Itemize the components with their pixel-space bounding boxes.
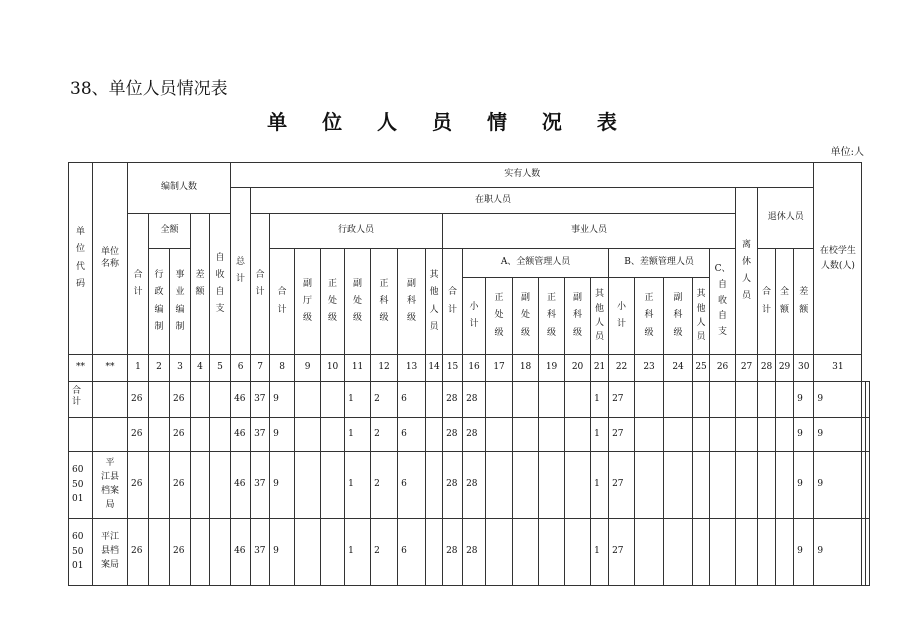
index-cell: 3 <box>170 355 191 382</box>
row-value-cell <box>191 382 210 418</box>
index-cell: ** <box>69 355 93 382</box>
row-value-cell <box>191 452 210 519</box>
row-value-cell: 1 <box>591 519 609 586</box>
table-row <box>69 418 870 452</box>
row-value-cell: 26 <box>170 382 191 418</box>
header-group-a: A、全额管理人员 <box>463 249 609 278</box>
row-value-cell: 26 <box>170 452 191 519</box>
row-unit-name <box>93 418 128 452</box>
row-value-cell <box>758 418 776 452</box>
row-value-cell <box>758 382 776 418</box>
row-value-cell <box>321 452 345 519</box>
table-row <box>69 452 870 519</box>
header-ret-full: 全 额 <box>776 249 794 355</box>
row-value-cell <box>426 382 443 418</box>
row-unit-name: 平 江县 档案 局 <box>93 452 128 519</box>
header-grand-total: 总 计 <box>231 188 251 355</box>
header-group-b: B、差额管理人员 <box>609 249 710 278</box>
row-value-cell: 26 <box>128 452 149 519</box>
row-value-cell <box>149 418 170 452</box>
index-cell: 7 <box>251 355 270 382</box>
row-value-cell: 9 <box>794 418 814 452</box>
row-value-cell: 26 <box>170 519 191 586</box>
row-value-cell <box>776 418 794 452</box>
header-admin-total: 合 计 <box>270 249 295 355</box>
row-value-cell <box>635 418 664 452</box>
row-value-cell <box>210 418 231 452</box>
index-cell: 21 <box>591 355 609 382</box>
row-value-cell: 1 <box>345 452 371 519</box>
row-value-cell <box>539 452 565 519</box>
row-value-cell: 9 <box>814 418 862 452</box>
row-value-cell <box>736 519 758 586</box>
row-value-cell <box>866 452 870 519</box>
row-value-cell <box>776 452 794 519</box>
row-value-cell <box>321 418 345 452</box>
row-value-cell: 2 <box>371 452 398 519</box>
row-value-cell: 2 <box>371 382 398 418</box>
row-value-cell <box>149 452 170 519</box>
index-cell: 28 <box>758 355 776 382</box>
row-value-cell <box>295 519 321 586</box>
row-value-cell: 6 <box>398 418 426 452</box>
row-value-cell: 27 <box>609 519 635 586</box>
header-actual: 实有人数 <box>231 163 814 188</box>
row-value-cell <box>210 519 231 586</box>
row-value-cell <box>426 418 443 452</box>
row-value-cell: 37 <box>251 382 270 418</box>
row-value-cell <box>710 519 736 586</box>
row-value-cell: 1 <box>345 382 371 418</box>
index-cell: 4 <box>191 355 210 382</box>
row-value-cell <box>866 519 870 586</box>
index-cell: 22 <box>609 355 635 382</box>
row-unit-code: 合 计 <box>69 382 93 418</box>
row-unit-code: 60 50 01 <box>69 452 93 519</box>
row-value-cell <box>776 382 794 418</box>
index-row <box>69 355 870 382</box>
row-value-cell: 6 <box>398 519 426 586</box>
header-staff-total: 合 计 <box>128 214 149 355</box>
row-value-cell: 1 <box>591 382 609 418</box>
row-value-cell: 9 <box>270 519 295 586</box>
row-value-cell <box>321 519 345 586</box>
row-value-cell <box>710 382 736 418</box>
header-career-total: 合 计 <box>443 249 463 355</box>
personnel-table <box>68 162 870 586</box>
row-value-cell <box>736 382 758 418</box>
row-value-cell: 46 <box>231 418 251 452</box>
row-value-cell: 2 <box>371 519 398 586</box>
row-value-cell: 9 <box>270 418 295 452</box>
index-cell: 12 <box>371 355 398 382</box>
row-value-cell <box>513 452 539 519</box>
row-value-cell <box>539 382 565 418</box>
row-unit-name <box>93 382 128 418</box>
row-unit-name: 平江 县档 案局 <box>93 519 128 586</box>
header-b-deputy-division: 副 科 级 <box>664 278 693 355</box>
row-value-cell: 26 <box>128 418 149 452</box>
index-cell: 25 <box>693 355 710 382</box>
row-value-cell: 37 <box>251 519 270 586</box>
row-value-cell <box>565 382 591 418</box>
index-cell: 18 <box>513 355 539 382</box>
header-on-duty: 在职人员 <box>251 188 736 214</box>
header-admin-quota: 行 政 编 制 <box>149 249 170 355</box>
header-division-chief: 正 科 级 <box>371 249 398 355</box>
index-cell: 16 <box>463 355 486 382</box>
row-value-cell: 28 <box>463 452 486 519</box>
row-value-cell <box>635 382 664 418</box>
row-value-cell <box>513 418 539 452</box>
index-cell: 11 <box>345 355 371 382</box>
index-cell: 26 <box>710 355 736 382</box>
row-value-cell <box>565 519 591 586</box>
row-value-cell: 9 <box>814 382 862 418</box>
header-career-staff: 事业人员 <box>443 214 736 249</box>
index-cell: 31 <box>814 355 862 382</box>
row-value-cell <box>486 452 513 519</box>
header-a-deputy-section: 副 处 级 <box>513 278 539 355</box>
page-caption: 38、单位人员情况表 <box>70 79 228 99</box>
row-value-cell <box>295 382 321 418</box>
page-title: 单 位 人 员 情 况 表 <box>267 110 631 134</box>
row-value-cell <box>486 418 513 452</box>
index-cell: 20 <box>565 355 591 382</box>
row-value-cell: 9 <box>270 452 295 519</box>
row-value-cell <box>565 418 591 452</box>
header-students: 在校学生 人数(人) <box>814 163 862 355</box>
header-b-other: 其 他 人 员 <box>693 278 710 355</box>
row-value-cell: 46 <box>231 452 251 519</box>
row-value-cell: 46 <box>231 519 251 586</box>
row-value-cell <box>758 452 776 519</box>
row-value-cell <box>210 382 231 418</box>
header-a-other: 其 他 人 员 <box>591 278 609 355</box>
row-value-cell <box>710 418 736 452</box>
index-cell: 30 <box>794 355 814 382</box>
row-value-cell <box>664 418 693 452</box>
row-value-cell: 26 <box>128 519 149 586</box>
unit-label: 单位:人 <box>830 147 864 158</box>
row-value-cell: 1 <box>591 452 609 519</box>
row-value-cell <box>693 519 710 586</box>
row-value-cell: 28 <box>463 519 486 586</box>
row-value-cell <box>736 418 758 452</box>
table-row <box>69 382 870 418</box>
row-value-cell: 28 <box>463 382 486 418</box>
row-value-cell <box>295 452 321 519</box>
header-retirees: 退休人员 <box>758 188 814 249</box>
header-career-quota: 事 业 编 制 <box>170 249 191 355</box>
row-value-cell <box>539 418 565 452</box>
index-cell: 6 <box>231 355 251 382</box>
index-cell: 17 <box>486 355 513 382</box>
row-value-cell <box>866 382 870 418</box>
header-a-subtotal: 小 计 <box>463 278 486 355</box>
row-unit-code: 60 50 01 <box>69 519 93 586</box>
row-value-cell: 37 <box>251 418 270 452</box>
row-value-cell: 6 <box>398 452 426 519</box>
row-value-cell: 6 <box>398 382 426 418</box>
index-cell: 15 <box>443 355 463 382</box>
row-value-cell <box>664 519 693 586</box>
row-value-cell <box>486 519 513 586</box>
row-value-cell <box>191 418 210 452</box>
index-cell: 29 <box>776 355 794 382</box>
header-staffing: 编制人数 <box>128 163 231 214</box>
header-deputy-division: 副 科 级 <box>398 249 426 355</box>
header-other-admin: 其 他 人 员 <box>426 249 443 355</box>
row-value-cell <box>693 452 710 519</box>
row-value-cell <box>635 519 664 586</box>
header-unit-name: 单位 名称 <box>93 163 128 355</box>
row-value-cell: 28 <box>443 382 463 418</box>
row-value-cell <box>866 418 870 452</box>
row-value-cell: 1 <box>591 418 609 452</box>
row-value-cell: 28 <box>463 418 486 452</box>
data-rows <box>69 382 870 586</box>
row-value-cell: 1 <box>345 418 371 452</box>
index-cell: 5 <box>210 355 231 382</box>
header-section-chief: 正 处 级 <box>321 249 345 355</box>
row-value-cell <box>539 519 565 586</box>
index-cell: 24 <box>664 355 693 382</box>
row-unit-code <box>69 418 93 452</box>
row-value-cell: 37 <box>251 452 270 519</box>
row-value-cell: 9 <box>270 382 295 418</box>
row-value-cell <box>710 452 736 519</box>
index-cell: 8 <box>270 355 295 382</box>
row-value-cell <box>210 452 231 519</box>
header-a-division-chief: 正 科 级 <box>539 278 565 355</box>
row-value-cell <box>486 382 513 418</box>
header-retired: 离 休 人 员 <box>736 188 758 355</box>
row-value-cell: 9 <box>794 452 814 519</box>
row-value-cell <box>635 452 664 519</box>
header-group-c: C、 自 收 自 支 <box>710 249 736 355</box>
row-value-cell <box>426 452 443 519</box>
row-value-cell <box>776 519 794 586</box>
row-value-cell: 9 <box>794 382 814 418</box>
header-a-section-chief: 正 处 级 <box>486 278 513 355</box>
index-cell: 19 <box>539 355 565 382</box>
index-cell: 27 <box>736 355 758 382</box>
header-deputy-section: 副 处 级 <box>345 249 371 355</box>
index-cell: 14 <box>426 355 443 382</box>
row-value-cell <box>295 418 321 452</box>
header-ret-total: 合 计 <box>758 249 776 355</box>
row-value-cell <box>321 382 345 418</box>
row-value-cell <box>693 418 710 452</box>
index-cell: ** <box>93 355 128 382</box>
row-value-cell: 27 <box>609 382 635 418</box>
row-value-cell: 27 <box>609 418 635 452</box>
index-cell: 10 <box>321 355 345 382</box>
row-value-cell: 46 <box>231 382 251 418</box>
row-value-cell: 27 <box>609 452 635 519</box>
row-value-cell: 2 <box>371 418 398 452</box>
index-cell: 9 <box>295 355 321 382</box>
row-value-cell: 9 <box>814 452 862 519</box>
header-b-division-chief: 正 科 级 <box>635 278 664 355</box>
row-value-cell <box>513 382 539 418</box>
row-value-cell: 26 <box>128 382 149 418</box>
header-a-deputy-division: 副 科 级 <box>565 278 591 355</box>
header-b-subtotal: 小 计 <box>609 278 635 355</box>
index-cell: 23 <box>635 355 664 382</box>
row-value-cell <box>149 382 170 418</box>
row-value-cell <box>191 519 210 586</box>
header-diff-funded: 差 额 <box>191 214 210 355</box>
row-value-cell: 28 <box>443 452 463 519</box>
index-cell: 1 <box>128 355 149 382</box>
row-value-cell <box>149 519 170 586</box>
row-value-cell: 28 <box>443 519 463 586</box>
header-full-funded: 全额 <box>149 214 191 249</box>
row-value-cell <box>513 519 539 586</box>
header-unit-code: 单 位 代 码 <box>69 163 93 355</box>
row-value-cell: 28 <box>443 418 463 452</box>
row-value-cell: 9 <box>814 519 862 586</box>
header-ret-diff: 差 额 <box>794 249 814 355</box>
header-deputy-director: 副 厅 级 <box>295 249 321 355</box>
table-row <box>69 519 870 586</box>
row-value-cell <box>736 452 758 519</box>
header-self-funded: 自 收 自 支 <box>210 214 231 355</box>
index-cell: 2 <box>149 355 170 382</box>
index-cell: 13 <box>398 355 426 382</box>
row-value-cell: 9 <box>794 519 814 586</box>
row-value-cell <box>758 519 776 586</box>
row-value-cell: 1 <box>345 519 371 586</box>
row-value-cell <box>693 382 710 418</box>
row-value-cell <box>664 382 693 418</box>
header-admin-staff: 行政人员 <box>270 214 443 249</box>
row-value-cell <box>664 452 693 519</box>
row-value-cell: 26 <box>170 418 191 452</box>
row-value-cell <box>565 452 591 519</box>
row-value-cell <box>426 519 443 586</box>
header-subtotal: 合 计 <box>251 214 270 355</box>
